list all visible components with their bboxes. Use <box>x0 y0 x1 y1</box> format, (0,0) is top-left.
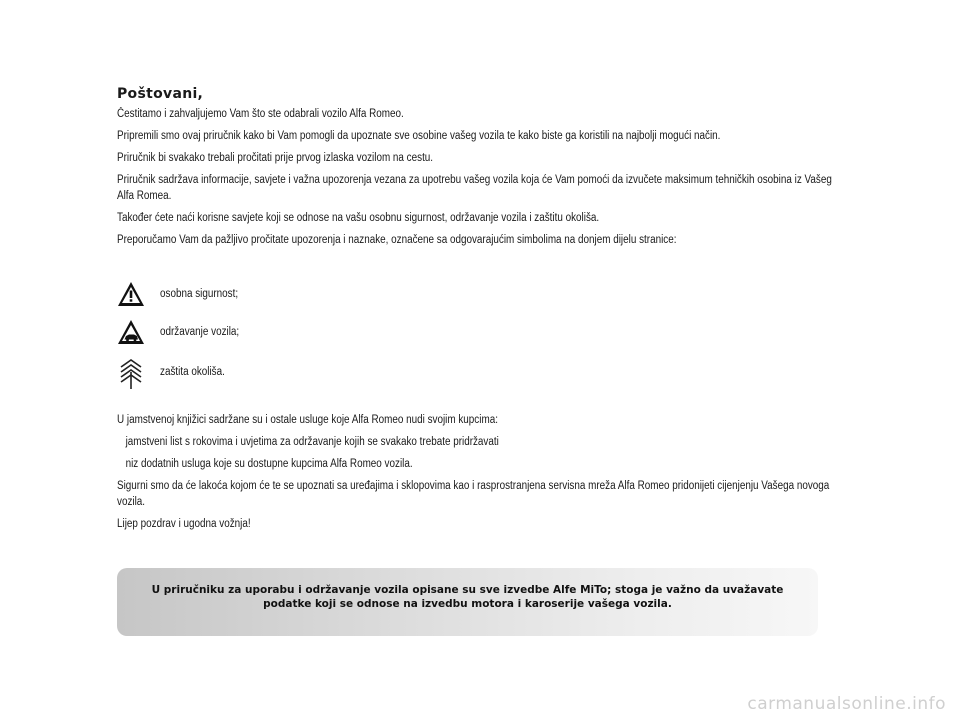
symbol-label: osobna sigurnost; <box>160 288 239 300</box>
symbol-label: zaštita okoliša. <box>160 366 225 378</box>
closing-paragraph: Lijep pozdrav i ugodna vožnja! <box>117 518 251 530</box>
closing-paragraph: Sigurni smo da će lakoća kojom će te se upoznati sa uređajima i sklopovima kao i rasprostranjena servisna mreža Alfa Romeo pridonijeti cijenjenju Vašega novoga vozila. <box>117 480 830 508</box>
paragraph: Preporučamo Vam da pažljivo pročitate upozorenja i naznake, označene sa odgovarajućim simbolima na donjem dijelu stranice: <box>117 234 677 246</box>
paragraph: Čestitamo i zahvaljujemo Vam što ste odabrali vozilo Alfa Romeo. <box>117 108 404 120</box>
warranty-item: jamstveni list s rokovima i uvjetima za održavanje kojih se svakako trebate pridržavati <box>125 436 499 448</box>
content-area <box>117 86 837 538</box>
greeting-heading: Poštovani, <box>117 86 204 102</box>
paragraph: Također ćete naći korisne savjete koji se odnose na vašu osobnu sigurnost, održavanje vozila i zaštitu okoliša. <box>117 212 600 224</box>
notice-box <box>117 568 818 636</box>
paragraph: Priručnik sadržava informacije, savjete i važna upozorenja vezana za upotrebu vašeg vozila koja će Vam pomoći da izvučete maksimum tehničkih osobina iz Vašeg Alfa Romea. <box>117 174 832 202</box>
symbol-label: održavanje vozila; <box>160 326 240 338</box>
warning-triangle-icon <box>117 280 145 308</box>
environment-tree-icon <box>117 358 145 386</box>
symbol-row-maintenance <box>117 314 837 350</box>
car-maintenance-icon <box>117 318 145 346</box>
symbol-row-safety <box>117 276 837 312</box>
symbol-row-environment <box>117 352 837 392</box>
paragraph: Pripremili smo ovaj priručnik kako bi Vam pomogli da upoznate sve osobine vašeg vozila te kako biste ga koristili na najbolji mogući način. <box>117 130 721 142</box>
notice-text: U priručniku za uporabu i održavanje vozila opisane su sve izvedbe Alfe MiTo; stoga je važno da uvažavate podatke koji se odnose na izvedbu motora i karoserije vašega vozila. <box>151 584 784 610</box>
warranty-intro: U jamstvenoj knjižici sadržane su i ostale usluge koje Alfa Romeo nudi svojim kupcima: <box>117 414 498 426</box>
paragraph: Priručnik bi svakako trebali pročitati prije prvog izlaska vozilom na cestu. <box>117 152 434 164</box>
symbol-legend <box>117 276 837 392</box>
warranty-item: niz dodatnih usluga koje su dostupne kupcima Alfa Romeo vozila. <box>125 458 413 470</box>
watermark: carmanualsonline.info <box>747 694 946 714</box>
